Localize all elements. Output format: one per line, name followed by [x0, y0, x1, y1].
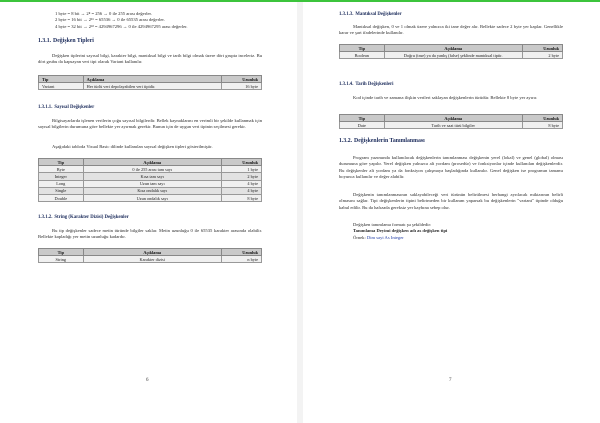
page-number: 7: [449, 378, 452, 383]
table-row: [39, 83, 262, 90]
definition-format: Tanımlama Deyimi değişken adı as değişken tipi: [353, 228, 448, 234]
table-header: Açıklama: [83, 159, 221, 166]
table-row: [39, 173, 262, 180]
heading-number: 1.3.1.4.: [339, 82, 354, 87]
table-cell: Double: [39, 195, 84, 202]
table-cell: Uzun tam sayı: [83, 180, 221, 187]
table-header: Tip: [340, 115, 385, 122]
heading-title: String (Karakter Dizisi) Değişkenler: [54, 215, 129, 220]
table-header: Uzunluk: [221, 159, 261, 166]
table-cell: 0 ile 255 arası tam sayı: [83, 166, 221, 173]
table-cell: Kısa tam sayı: [83, 173, 221, 180]
table-row: [39, 195, 262, 202]
table-header: Uzunluk: [221, 249, 261, 256]
table-row: [340, 122, 563, 129]
table-cell: 16 byte: [221, 83, 261, 90]
table-header: Açıklama: [384, 115, 522, 122]
table-cell: Single: [39, 187, 84, 194]
table-cell: Karakter dizisi: [83, 256, 221, 263]
table-date: [339, 114, 563, 129]
table-row: [39, 187, 262, 194]
page-right: [303, 2, 600, 423]
heading-number: 1.3.1.1.: [38, 105, 53, 110]
paragraph-definition-1: Program yazımında kullanılacak değişkenlerin tanımlanması değişkenin yerel (lokal) ve genel (global) olması durumuna göre yapılır. Yerel değişken yalnızca alt yordam (prosedür) ve fonksiyonlar içinde kullanılan değişkenlerdir. Bu değişkenler alt yordam ya da fonksiyon çalışmaya başladığında kullanılır. Genel değişken ise programın tamamı boyunca kullanılır ve değer alabilir.: [339, 155, 563, 180]
table-header: Uzunluk: [522, 45, 562, 52]
table-cell: Boolean: [340, 52, 385, 59]
table-header: Tip: [39, 159, 84, 166]
heading-title: Mantıksal Değişkenler: [355, 12, 402, 17]
heading-title: Değişkenlerin Tanımlanması: [354, 138, 425, 144]
table-header: Tip: [39, 76, 84, 83]
page-number: 6: [146, 378, 149, 383]
paragraph-date: Kod içinde tarih ve zamana ilişkin verileri saklayan değişkenlerin türüdür. Bellekte 8 byte yer ayırır.: [353, 95, 538, 100]
byte-line: 1 byte = 8 bit → 2⁸ = 256 → 0 ile 255 arası değerler.: [55, 11, 152, 16]
heading-1-3-1-2: [38, 215, 129, 220]
table-header: Uzunluk: [221, 76, 261, 83]
heading-number: 1.3.2.: [339, 138, 353, 144]
heading-title: Sayısal Değişkenler: [54, 105, 95, 110]
table-cell: 8 byte: [522, 122, 562, 129]
table-cell: String: [39, 256, 84, 263]
table-row: [39, 256, 262, 263]
table-numeric: [38, 158, 262, 202]
table-header: Açıklama: [384, 45, 522, 52]
heading-title: Değişken Tipleri: [53, 38, 94, 44]
heading-1-3-1-3: [339, 12, 402, 17]
example-code: Dim sayi As Integer: [366, 234, 404, 240]
heading-number: 1.3.1.2.: [38, 215, 53, 220]
heading-1-3-2: [339, 138, 425, 144]
table-cell: 2 byte: [522, 52, 562, 59]
table-cell: 4 byte: [221, 180, 261, 187]
heading-number: 1.3.1.3.: [339, 12, 354, 17]
table-cell: 4 byte: [221, 187, 261, 194]
table-header: Uzunluk: [522, 115, 562, 122]
page-left: [0, 2, 297, 423]
table-cell: n byte: [221, 256, 261, 263]
table-cell: Uzun ondalık sayı: [83, 195, 221, 202]
table-header: Açıklama: [83, 76, 221, 83]
heading-1-3-1-4: [339, 82, 393, 87]
table-cell: Long: [39, 180, 84, 187]
heading-title: Tarih Değişkenleri: [355, 82, 394, 87]
table-cell: Byte: [39, 166, 84, 173]
table-cell: Kısa ondalık sayı: [83, 187, 221, 194]
heading-1-3-1-1: [38, 105, 94, 110]
table-row: [39, 166, 262, 173]
table-row: [340, 52, 563, 59]
byte-line: 4 byte = 32 bit → 2³² = 4294967296 → 0 ile 4294967295 arası değerler.: [55, 23, 188, 29]
table-cell: Date: [340, 122, 385, 129]
table-cell: 1 byte: [221, 166, 261, 173]
example-label: Örnek:: [353, 234, 366, 240]
heading-number: 1.3.1.: [38, 38, 52, 44]
paragraph-string: Bu tip değişkenler sadece metin türünde bilgiler saklar. Metin uzunluğu 0 ile 65535 karakter arasında olabilir. Bellekte kapladığı yer metin uzunluğu kadardır.: [38, 228, 262, 240]
byte-line: 2 byte = 16 bit → 2¹⁶ = 65536 → 0 ile 65535 arası değerler.: [55, 17, 165, 23]
table-cell: Integer: [39, 173, 84, 180]
table-header: Açıklama: [83, 249, 221, 256]
table-string: [38, 248, 262, 263]
paragraph-definition-2: Değişkenin tanımlanmasının saklayabileceği veri türünün belirtilmesi herhangi ayrılacak miktarının belirli olmasını sağlar. Tipi değişkenlerin tipini belirtmeden bir kullanım yaparsak bu değişkenlerin "variant" tipinde olduğu kabul edilir. Bu da hafızada gereksiz yer kaybına sebep olur.: [339, 192, 563, 210]
example-line: [339, 235, 563, 241]
table-header: Tip: [340, 45, 385, 52]
table-variant: [38, 75, 262, 90]
table-cell: Tarih ve saat türü bilgiler: [384, 122, 522, 129]
byte-lines: [55, 11, 275, 30]
definition-format-block: [339, 222, 563, 241]
table-cell: Variant: [39, 83, 84, 90]
table-cell: 2 byte: [221, 173, 261, 180]
table-row: [39, 180, 262, 187]
table-cell: 8 byte: [221, 195, 261, 202]
table-cell: Doğru (true) ya da yanlış (false) şeklinde mantıksal tiptir.: [384, 52, 522, 59]
table-header: Tip: [39, 249, 84, 256]
table-cell: Her türlü veri depolayabilen veri tipidir.: [83, 83, 221, 90]
paragraph-types: Değişken tiplerini sayısal bilgi, karakter bilgi, mantıksal bilgi ve tarih bilgi olmak üzere dört grupta inceleriz. Bu dört grubu da kapsayan veri tipi olarak Variant kullanılır.: [38, 53, 262, 65]
paragraph-definition-3: Değişken tanımlama formatı şu şekildedir:: [353, 222, 432, 227]
table-boolean: [339, 44, 563, 59]
heading-1-3-1: [38, 38, 94, 44]
paragraph-numeric: Bilgisayarlarda işlenen verilerin çoğu sayısal bilgilerdir. Bellek kaynaklarını en verimli bir şekilde kullanmak için sayısal bilgilerin durumuna göre bellekte yer ayırmak gerekir. Bunun için de uygun veri tipinin seçilmesi gerekir.: [38, 118, 262, 130]
paragraph-table-intro: Aşağıdaki tabloda Visual Basic dilinde kullanılan sayısal değişken tipleri gösterilmiştir.: [52, 144, 213, 149]
paragraph-logical: Mantıksal değişken, 0 ve 1 olmak üzere yalnızca iki tane değer alır. Bellekte sadece 2 byte yer kaplar. Genellikle karar ve şart ifadelerinde kullanılır.: [339, 24, 563, 36]
